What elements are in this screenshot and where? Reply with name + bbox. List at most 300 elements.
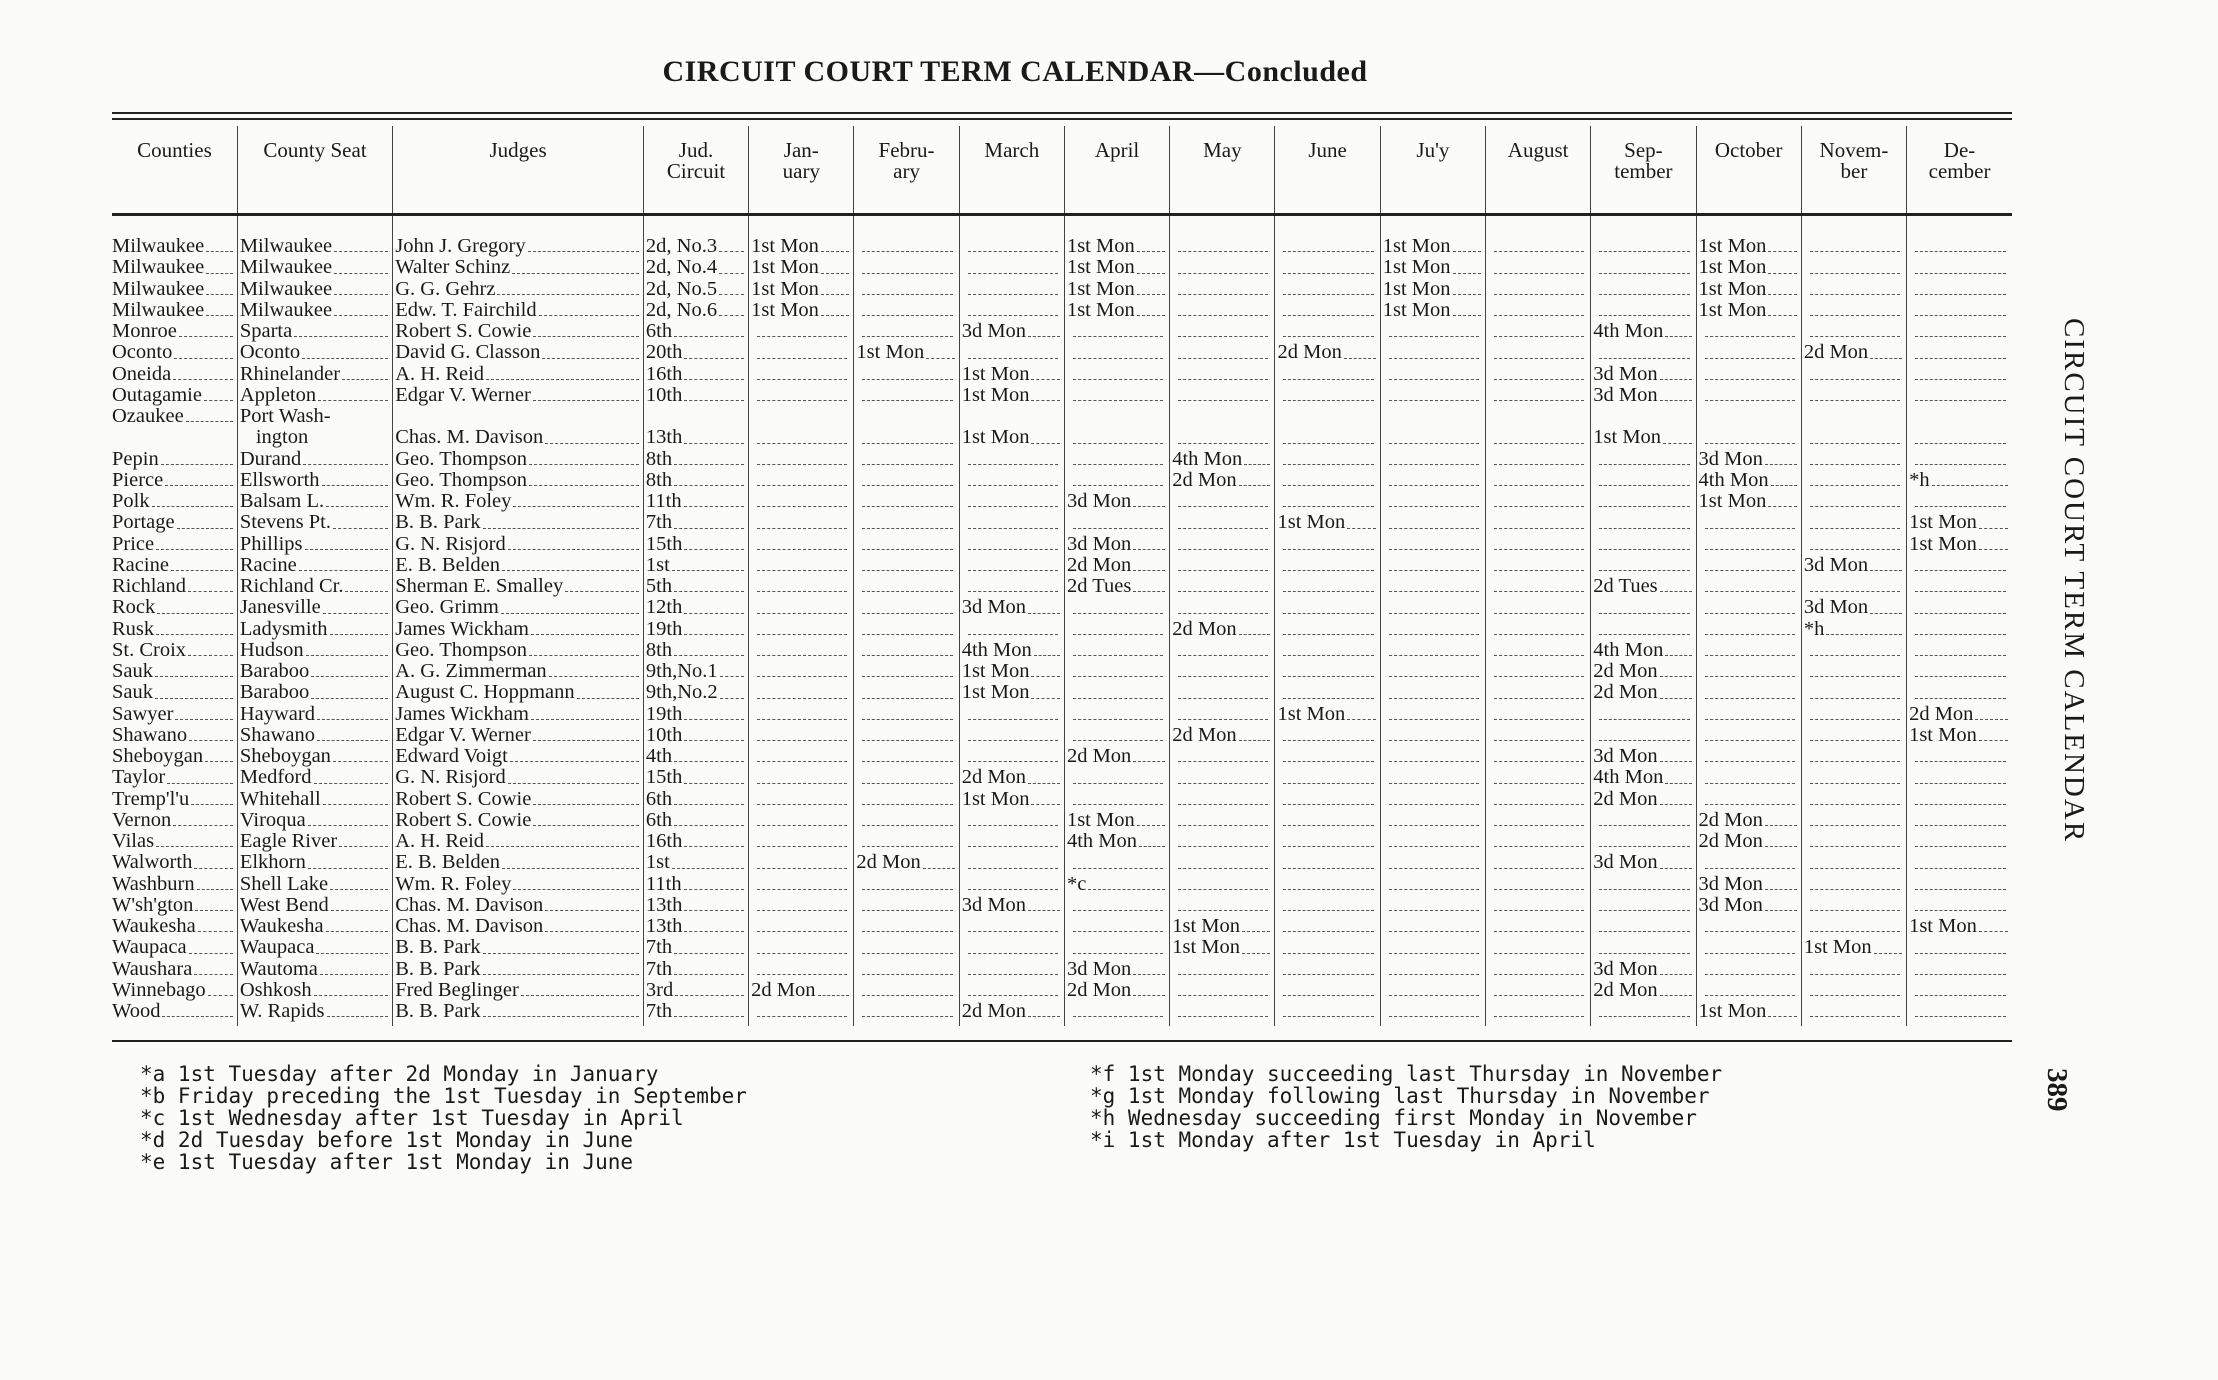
table-cell: Stevens Pt.	[237, 512, 392, 533]
table-cell	[1064, 661, 1169, 682]
column-header: Jud. Circuit	[643, 126, 748, 215]
table-cell: B. B. Park	[393, 959, 644, 980]
table-cell: W'sh'gton	[112, 895, 237, 916]
table-cell: 1st Mon	[1380, 236, 1485, 257]
table-cell: Waupaca	[237, 937, 392, 958]
table-cell	[1591, 406, 1696, 427]
table-cell	[1801, 810, 1906, 831]
table-cell	[1591, 512, 1696, 533]
table-cell	[1486, 576, 1591, 597]
table-cell	[1696, 640, 1801, 661]
table-row	[112, 279, 2012, 300]
table-cell	[749, 937, 854, 958]
table-cell	[1486, 597, 1591, 618]
table-cell	[1801, 959, 1906, 980]
table-cell: 16th	[643, 364, 748, 385]
table-cell: 20th	[643, 342, 748, 363]
table-row	[112, 895, 2012, 916]
table-cell	[1801, 682, 1906, 703]
table-cell	[1591, 895, 1696, 916]
footnote: *i 1st Monday after 1st Tuesday in April	[1090, 1128, 1596, 1152]
table-cell: 1st Mon	[1907, 725, 2012, 746]
table-cell: 1st Mon	[1696, 236, 1801, 257]
table-cell	[1696, 682, 1801, 703]
table-cell	[959, 874, 1064, 895]
table-cell	[959, 704, 1064, 725]
table-cell: Hayward	[237, 704, 392, 725]
table-cell	[1380, 661, 1485, 682]
table-cell	[1591, 534, 1696, 555]
table-row	[112, 980, 2012, 1001]
table-row	[112, 597, 2012, 618]
table-cell: Milwaukee	[112, 300, 237, 321]
table-cell	[1380, 512, 1485, 533]
table-cell	[1801, 534, 1906, 555]
table-cell: 13th	[643, 916, 748, 937]
table-cell	[1907, 279, 2012, 300]
table-cell: 3d Mon	[1801, 597, 1906, 618]
table-cell	[1486, 449, 1591, 470]
table-cell	[1380, 1001, 1485, 1026]
table-cell: Ellsworth	[237, 470, 392, 491]
table-cell	[854, 257, 959, 278]
table-cell	[1275, 406, 1380, 427]
table-cell	[749, 895, 854, 916]
table-cell	[959, 257, 1064, 278]
table-row	[112, 661, 2012, 682]
table-cell	[1170, 364, 1275, 385]
table-cell: Edw. T. Fairchild	[393, 300, 644, 321]
table-cell: 1st Mon	[1696, 300, 1801, 321]
table-cell	[1064, 364, 1169, 385]
table-row	[112, 746, 2012, 767]
table-cell	[1275, 916, 1380, 937]
table-cell	[1696, 916, 1801, 937]
table-cell	[1275, 1001, 1380, 1026]
table-cell	[1275, 831, 1380, 852]
table-cell: 3d Mon	[1591, 364, 1696, 385]
table-cell	[1170, 831, 1275, 852]
table-cell	[1486, 725, 1591, 746]
column-header: Jan- uary	[749, 126, 854, 215]
table-cell: 2d Mon	[854, 852, 959, 873]
table-cell: 2d Mon	[1064, 980, 1169, 1001]
table-cell	[1591, 449, 1696, 470]
table-cell	[1064, 704, 1169, 725]
table-cell	[1696, 321, 1801, 342]
table-cell	[1696, 959, 1801, 980]
table-cell	[1801, 725, 1906, 746]
table-cell	[749, 704, 854, 725]
table-header-row	[112, 126, 2012, 215]
table-cell	[749, 364, 854, 385]
table-cell	[1486, 640, 1591, 661]
table-cell	[1801, 661, 1906, 682]
table-cell	[1380, 767, 1485, 788]
table-cell	[749, 810, 854, 831]
table-cell	[1801, 449, 1906, 470]
table-cell	[1380, 852, 1485, 873]
table-cell	[1064, 895, 1169, 916]
table-cell: 5th	[643, 576, 748, 597]
table-cell: 19th	[643, 704, 748, 725]
table-cell	[1907, 491, 2012, 512]
table-cell: 2d, No.5	[643, 279, 748, 300]
table-cell	[1170, 767, 1275, 788]
table-cell	[749, 342, 854, 363]
table-row	[112, 682, 2012, 703]
table-cell	[1064, 767, 1169, 788]
table-cell: 1st Mon	[1801, 937, 1906, 958]
table-cell: 1st Mon	[959, 682, 1064, 703]
table-cell: Waushara	[112, 959, 237, 980]
table-cell: 2d Mon	[1696, 831, 1801, 852]
table-cell	[1486, 789, 1591, 810]
table-cell	[1486, 236, 1591, 257]
table-cell	[1801, 427, 1906, 448]
table-cell	[1907, 767, 2012, 788]
table-cell	[959, 810, 1064, 831]
table-row	[112, 937, 2012, 958]
table-cell: 3rd	[643, 980, 748, 1001]
table-cell	[1275, 640, 1380, 661]
table-cell	[854, 874, 959, 895]
table-cell: 1st Mon	[1064, 257, 1169, 278]
table-cell	[1064, 916, 1169, 937]
table-cell	[1275, 427, 1380, 448]
table-cell	[1486, 364, 1591, 385]
table-cell	[959, 619, 1064, 640]
table-cell	[1907, 406, 2012, 427]
table-cell: 2d Tues	[1591, 576, 1696, 597]
table-row	[112, 640, 2012, 661]
table-cell	[1170, 874, 1275, 895]
table-cell: Chas. M. Davison	[393, 895, 644, 916]
table-cell	[1801, 470, 1906, 491]
table-cell: 1st Mon	[1064, 236, 1169, 257]
table-cell	[1801, 704, 1906, 725]
table-row	[112, 512, 2012, 533]
table-cell	[1907, 597, 2012, 618]
table-cell	[854, 937, 959, 958]
table-cell: Geo. Thompson	[393, 640, 644, 661]
table-cell	[1486, 321, 1591, 342]
table-cell	[1275, 619, 1380, 640]
table-cell	[854, 810, 959, 831]
table-cell: Racine	[237, 555, 392, 576]
table-cell: 2d Mon	[1170, 725, 1275, 746]
table-cell	[1907, 980, 2012, 1001]
table-cell: August C. Hoppmann	[393, 682, 644, 703]
table-cell	[854, 916, 959, 937]
table-cell	[1591, 555, 1696, 576]
table-cell: 3d Mon	[1064, 534, 1169, 555]
table-cell	[1696, 534, 1801, 555]
table-cell: 1st Mon	[959, 789, 1064, 810]
table-cell	[854, 555, 959, 576]
table-cell	[1275, 661, 1380, 682]
table-cell: 3d Mon	[1591, 959, 1696, 980]
table-cell	[959, 937, 1064, 958]
column-header: April	[1064, 126, 1169, 215]
table-cell: 3d Mon	[1064, 959, 1169, 980]
table-cell: Waukesha	[237, 916, 392, 937]
footnote: *h Wednesday succeeding first Monday in November	[1090, 1106, 1697, 1130]
table-cell: Janesville	[237, 597, 392, 618]
table-cell	[1907, 831, 2012, 852]
table-cell	[749, 682, 854, 703]
table-cell	[1380, 449, 1485, 470]
column-header: Counties	[112, 126, 237, 215]
table-cell	[393, 406, 644, 427]
table-cell: 1st Mon	[749, 236, 854, 257]
table-cell	[1380, 980, 1485, 1001]
table-cell	[1486, 342, 1591, 363]
table-cell: 1st Mon	[854, 342, 959, 363]
table-cell	[749, 406, 854, 427]
table-cell: 2d, No.4	[643, 257, 748, 278]
table-cell: 3d Mon	[1696, 874, 1801, 895]
table-cell: Vernon	[112, 810, 237, 831]
column-header: Judges	[393, 126, 644, 215]
table-cell: Sheboygan	[112, 746, 237, 767]
table-cell: 1st Mon	[959, 385, 1064, 406]
table-cell	[854, 597, 959, 618]
table-cell: Balsam L.	[237, 491, 392, 512]
table-cell	[1801, 321, 1906, 342]
table-cell: 2d Mon	[959, 1001, 1064, 1026]
table-cell	[749, 640, 854, 661]
table-cell: Geo. Grimm	[393, 597, 644, 618]
table-cell	[1275, 449, 1380, 470]
table-cell	[1801, 746, 1906, 767]
table-cell	[1696, 555, 1801, 576]
table-cell: Polk	[112, 491, 237, 512]
table-cell	[854, 236, 959, 257]
column-header: De- cember	[1907, 126, 2012, 215]
table-cell: James Wickham	[393, 704, 644, 725]
table-cell: 4th Mon	[1696, 470, 1801, 491]
table-cell	[1380, 364, 1485, 385]
table-cell	[959, 534, 1064, 555]
table-cell	[1170, 959, 1275, 980]
table-cell	[1275, 937, 1380, 958]
table-cell: Oneida	[112, 364, 237, 385]
table-cell: 3d Mon	[959, 597, 1064, 618]
table-cell	[959, 831, 1064, 852]
table-cell: 1st Mon	[959, 427, 1064, 448]
table-cell: Ozaukee	[112, 406, 237, 427]
table-cell: E. B. Belden	[393, 555, 644, 576]
table-cell	[1486, 279, 1591, 300]
table-cell: Pierce	[112, 470, 237, 491]
table-cell	[1170, 895, 1275, 916]
table-cell	[1275, 895, 1380, 916]
table-cell: 19th	[643, 619, 748, 640]
table-cell: Edgar V. Werner	[393, 725, 644, 746]
table-row	[112, 321, 2012, 342]
table-row	[112, 364, 2012, 385]
table-row	[112, 852, 2012, 873]
table-cell	[1064, 789, 1169, 810]
table-cell: Robert S. Cowie	[393, 789, 644, 810]
table-cell: Walter Schinz	[393, 257, 644, 278]
table-cell	[1591, 236, 1696, 257]
table-cell: Sherman E. Smalley	[393, 576, 644, 597]
court-calendar-table	[112, 126, 2012, 1026]
table-cell	[1275, 576, 1380, 597]
table-cell	[959, 406, 1064, 427]
table-cell	[1380, 491, 1485, 512]
table-cell	[1486, 427, 1591, 448]
table-cell: Walworth	[112, 852, 237, 873]
table-cell	[749, 1001, 854, 1026]
table-cell: Rusk	[112, 619, 237, 640]
table-cell: 1st Mon	[1170, 916, 1275, 937]
table-cell: 2d Mon	[1801, 342, 1906, 363]
table-cell	[1907, 364, 2012, 385]
table-cell	[643, 406, 748, 427]
table-cell	[854, 512, 959, 533]
table-cell	[1486, 767, 1591, 788]
table-cell	[1275, 980, 1380, 1001]
table-cell	[1064, 427, 1169, 448]
footnotes-left	[140, 1063, 747, 1173]
table-cell	[959, 470, 1064, 491]
table-cell	[1907, 576, 2012, 597]
table-cell	[1591, 470, 1696, 491]
table-cell: A. H. Reid	[393, 364, 644, 385]
table-cell	[1275, 767, 1380, 788]
table-row	[112, 427, 2012, 448]
table-cell	[1275, 279, 1380, 300]
table-cell	[959, 449, 1064, 470]
table-cell: 2d Mon	[1907, 704, 2012, 725]
table-cell: Pepin	[112, 449, 237, 470]
table-cell	[1907, 640, 2012, 661]
table-cell	[1591, 1001, 1696, 1026]
table-cell: Eagle River	[237, 831, 392, 852]
table-cell	[1275, 682, 1380, 703]
table-cell: Sauk	[112, 661, 237, 682]
table-cell	[1170, 427, 1275, 448]
table-cell	[959, 852, 1064, 873]
table-cell: 3d Mon	[1696, 895, 1801, 916]
table-cell	[1275, 364, 1380, 385]
table-cell: 15th	[643, 767, 748, 788]
table-cell	[1801, 512, 1906, 533]
table-cell: Baraboo	[237, 661, 392, 682]
table-cell: John J. Gregory	[393, 236, 644, 257]
table-cell	[749, 874, 854, 895]
table-cell	[1275, 555, 1380, 576]
table-cell	[1380, 385, 1485, 406]
table-cell	[112, 427, 237, 448]
table-cell: Shell Lake	[237, 874, 392, 895]
table-cell: 3d Mon	[1064, 491, 1169, 512]
table-cell: Hudson	[237, 640, 392, 661]
table-cell	[1486, 491, 1591, 512]
table-cell	[1907, 427, 2012, 448]
table-cell	[1486, 810, 1591, 831]
table-row	[112, 470, 2012, 491]
table-cell	[749, 534, 854, 555]
table-cell: Rhinelander	[237, 364, 392, 385]
table-cell	[749, 725, 854, 746]
table-cell	[1380, 321, 1485, 342]
table-cell	[854, 959, 959, 980]
table-row	[112, 555, 2012, 576]
table-cell	[1486, 619, 1591, 640]
table-cell	[1591, 300, 1696, 321]
table-cell: Milwaukee	[112, 236, 237, 257]
table-cell: 2d, No.6	[643, 300, 748, 321]
table-cell: Sauk	[112, 682, 237, 703]
table-cell	[854, 789, 959, 810]
table-cell	[1170, 810, 1275, 831]
table-cell	[1801, 257, 1906, 278]
table-cell	[1064, 682, 1169, 703]
table-cell	[854, 895, 959, 916]
table-cell: 4th	[643, 746, 748, 767]
footnote: *c 1st Wednesday after 1st Tuesday in April	[140, 1106, 684, 1130]
table-cell	[1907, 852, 2012, 873]
table-cell	[749, 597, 854, 618]
table-cell	[1801, 385, 1906, 406]
table-cell	[1486, 746, 1591, 767]
table-cell	[1170, 1001, 1275, 1026]
table-cell	[1380, 619, 1485, 640]
table-cell	[1275, 746, 1380, 767]
table-cell: 4th Mon	[1591, 640, 1696, 661]
table-cell	[959, 959, 1064, 980]
table-cell	[1380, 874, 1485, 895]
table-cell	[1064, 512, 1169, 533]
table-cell	[1486, 257, 1591, 278]
table-cell	[959, 491, 1064, 512]
table-row	[112, 831, 2012, 852]
table-cell	[749, 321, 854, 342]
table-cell	[1591, 491, 1696, 512]
table-cell	[1275, 236, 1380, 257]
table-cell	[1486, 937, 1591, 958]
table-cell: 3d Mon	[1591, 852, 1696, 873]
table-cell: G. N. Risjord	[393, 767, 644, 788]
table-cell	[1380, 576, 1485, 597]
table-cell	[1064, 1001, 1169, 1026]
table-cell	[1801, 364, 1906, 385]
table-cell	[1170, 385, 1275, 406]
table-cell	[959, 725, 1064, 746]
table-cell	[1380, 534, 1485, 555]
table-cell: G. G. Gehrz	[393, 279, 644, 300]
table-row	[112, 300, 2012, 321]
table-cell	[1170, 576, 1275, 597]
table-cell	[1275, 321, 1380, 342]
table-cell: 1st Mon	[959, 364, 1064, 385]
table-cell	[1696, 937, 1801, 958]
table-cell: 1st Mon	[1696, 491, 1801, 512]
table-cell: 2d Mon	[1170, 470, 1275, 491]
table-cell: 13th	[643, 427, 748, 448]
table-cell: 9th,No.2	[643, 682, 748, 703]
table-cell	[749, 449, 854, 470]
table-cell	[1380, 406, 1485, 427]
table-cell	[1380, 704, 1485, 725]
table-cell: Wood	[112, 1001, 237, 1026]
table-cell	[1380, 470, 1485, 491]
table-cell: 12th	[643, 597, 748, 618]
